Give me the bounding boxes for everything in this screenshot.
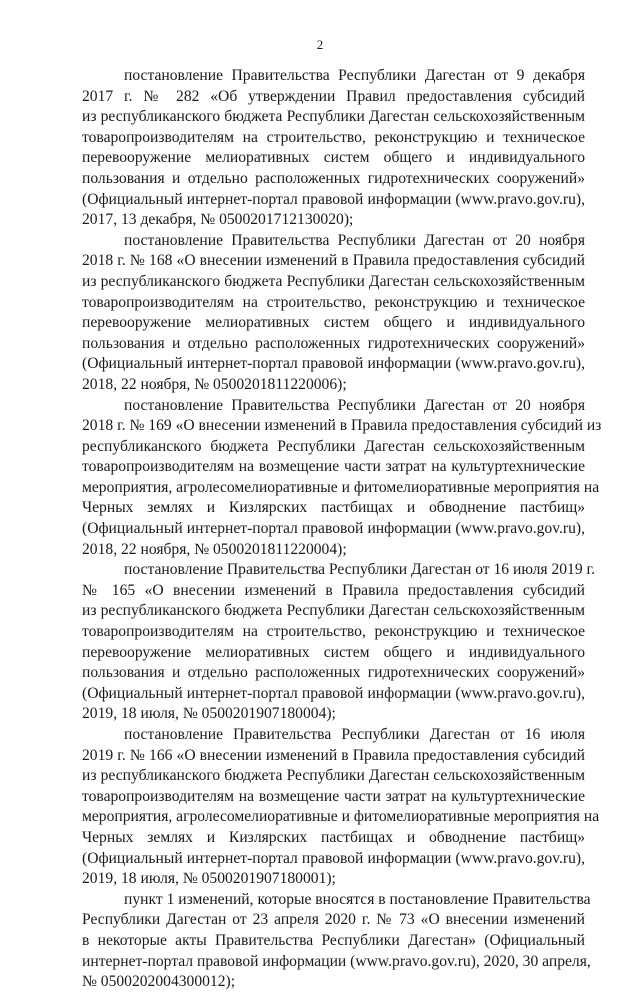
text-line: 2018, 22 ноября, № 0500201811220004); bbox=[82, 540, 347, 558]
text-line: 2017, 13 декабря, № 0500201712130020); bbox=[82, 211, 354, 229]
text-line: товаропроизводителям на возмещение части затрат на культуртехнические bbox=[82, 458, 585, 476]
text-line: 2019 г. № 166 «О внесении изменений в Правила предоставления субсидий bbox=[82, 746, 585, 764]
text-line: Черных землях и Кизлярских пастбищах и обводнение пастбищ» bbox=[82, 499, 585, 517]
text-line: (Официальный интернет-портал правовой информации (www.pravo.gov.ru), bbox=[82, 190, 585, 208]
text-line: из республиканского бюджета Республики Дагестан сельскохозяйственным bbox=[82, 602, 585, 620]
text-line: 2018 г. № 169 «О внесении изменений в Правила предоставления субсидий из bbox=[82, 417, 602, 435]
text-line: постановление Правительства Республики Дагестан от 16 июля 2019 г. bbox=[124, 561, 596, 579]
text-line: 2019, 18 июля, № 0500201907180001); bbox=[82, 870, 336, 888]
text-line: 2019, 18 июля, № 0500201907180004); bbox=[82, 705, 336, 723]
text-line: перевооружение мелиоративных систем общего и индивидуального bbox=[82, 149, 585, 167]
text-line: Республики Дагестан от 23 апреля 2020 г. № 73 «О внесении изменений bbox=[82, 911, 585, 929]
text-line: из республиканского бюджета Республики Дагестан сельскохозяйственным bbox=[82, 767, 585, 785]
text-line: в некоторые акты Правительства Республики Дагестан» (Официальный bbox=[82, 931, 585, 949]
document-body bbox=[82, 66, 602, 993]
text-line: № 165 «О внесении изменений в Правила предоставления субсидий bbox=[82, 581, 585, 599]
text-line: (Официальный интернет-портал правовой информации (www.pravo.gov.ru), bbox=[82, 355, 585, 373]
text-line: интернет-портал правовой информации (www.pravo.gov.ru), 2020, 30 апреля, bbox=[82, 952, 591, 970]
text-line: 2018 г. № 168 «О внесении изменений в Правила предоставления субсидий bbox=[82, 252, 585, 270]
text-line: 2017 г. № 282 «Об утверждении Правил предоставления субсидий bbox=[82, 87, 585, 105]
text-line: мероприятия, агролесомелиоративные и фитомелиоративные мероприятия на bbox=[82, 808, 600, 826]
text-line: пункт 1 изменений, которые вносятся в постановление Правительства bbox=[124, 890, 591, 908]
text-line: постановление Правительства Республики Дагестан от 16 июля bbox=[124, 726, 585, 743]
text-line: постановление Правительства Республики Дагестан от 20 ноября bbox=[124, 231, 585, 249]
text-line: товаропроизводителям на строительство, реконструкцию и техническое bbox=[82, 128, 585, 146]
text-line: (Официальный интернет-портал правовой информации (www.pravo.gov.ru), bbox=[82, 849, 585, 867]
text-line: товаропроизводителям на строительство, реконструкцию и техническое bbox=[82, 293, 585, 311]
text-line: постановление Правительства Республики Дагестан от 9 декабря bbox=[124, 67, 585, 84]
text-line: постановление Правительства Республики Дагестан от 20 ноября bbox=[124, 396, 585, 414]
text-line: Черных землях и Кизлярских пастбищах и обводнение пастбищ» bbox=[82, 828, 585, 846]
text-line: (Официальный интернет-портал правовой информации (www.pravo.gov.ru), bbox=[82, 684, 585, 702]
page-number: 2 bbox=[316, 37, 324, 52]
text-line: 2018, 22 ноября, № 0500201811220006); bbox=[82, 375, 347, 393]
text-line: пользования и отдельно расположенных гидротехнических сооружений» bbox=[82, 169, 585, 187]
text-line: пользования и отдельно расположенных гидротехнических сооружений» bbox=[82, 334, 585, 352]
text-line: (Официальный интернет-портал правовой информации (www.pravo.gov.ru), bbox=[82, 520, 585, 538]
text-line: из республиканского бюджета Республики Дагестан сельскохозяйственным bbox=[82, 272, 585, 290]
text-line: республиканского бюджета Республики Дагестан сельскохозяйственным bbox=[82, 437, 585, 455]
text-line: из республиканского бюджета Республики Дагестан сельскохозяйственным bbox=[82, 108, 585, 126]
text-line: № 0500202004300012); bbox=[82, 973, 236, 991]
text-line: пользования и отдельно расположенных гидротехнических сооружений» bbox=[82, 664, 585, 682]
text-line: товаропроизводителям на возмещение части затрат на культуртехнические bbox=[82, 787, 585, 805]
text-line: перевооружение мелиоративных систем общего и индивидуального bbox=[82, 643, 585, 661]
text-line: мероприятия, агролесомелиоративные и фитомелиоративные мероприятия на bbox=[82, 478, 600, 496]
text-line: товаропроизводителям на строительство, реконструкцию и техническое bbox=[82, 623, 585, 641]
text-line: перевооружение мелиоративных систем общего и индивидуального bbox=[82, 314, 585, 332]
